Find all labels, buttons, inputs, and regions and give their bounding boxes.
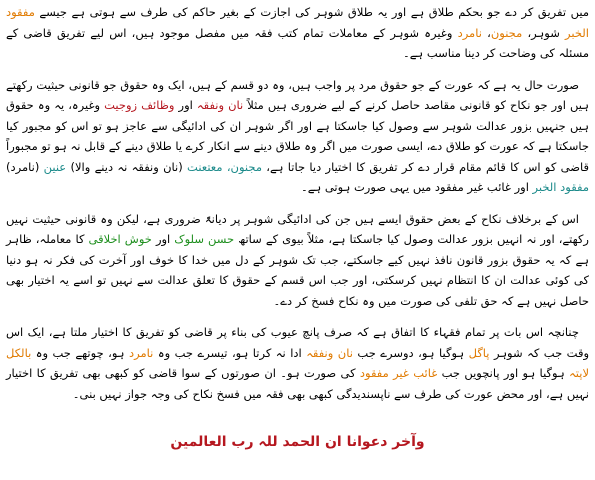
paragraph-text: ہوگیا ہو، دوسرے جب [352,345,469,360]
paragraph-text: چنانچہ اس بات پر تمام فقہاء کا اتفاق ہے کہ صرف پانچ عیوب کی بناء پر قاضی کو تفریق کا اختیار ملتا ہے، ایک اس وقت جب کہ شوہر [6,325,589,360]
paragraph-text: اور غائب غیر مفقود میں یہی صورت ہوتی ہے۔ [300,180,533,194]
highlighted-term: مفقود الخبر [6,5,589,40]
paragraph-text: کا معاملہ، ظاہر ہے کہ یہ حقوق بزور قانون نافذ نہیں کیے جاسکتے، جب تک شوہر کے دل میں خدا کا خوف اور آخرت کی فکر نہ ہو دنیا کی کوئی عدالت ان کا انتظام نہیں کرسکتی، اور جب اس قسم کے حقوق کا تعلق عدالت سے نہیں تو اسے یہ اختیار بھی حاصل نہیں ہے کہ حق تلفی کی صورت میں وہ نکاح فسخ کر دے۔ [6,232,589,308]
paragraph-4 [6,322,589,404]
paragraph-text: شوہر، [522,25,566,40]
highlighted-term: مفقود الخبر [532,180,589,194]
highlighted-term: عنین [43,159,67,174]
paragraph-text: کی صورت ہو۔ ان صورتوں کے سوا قاضی کو کبھی بھی تفریق کا اختیار نہیں ہے، اور محض عورت کی طرف سے ناپسندیدگی کبھی بھی فقہ میں فسخ نکاح کی وجہ جواز نہیں بنی۔ [6,366,589,401]
highlighted-term: غائب غیر مفقود [359,366,438,380]
document-body [6,2,589,415]
highlighted-term: بالکل لاپتہ [6,345,589,380]
paragraph-text: ہو، چوتھے جب وہ [31,345,130,360]
paragraph-text: صورت حال یہ ہے کہ عورت کے جو حقوق مرد پر واجب ہیں، وہ دو قسم کے ہیں، ایک وہ حقوق جو قانونی حیثیت رکھتے ہیں اور جو نکاح کو قانونی مقاصد حاصل کرنے کے لیے ضروری ہیں مثلاً [6,77,589,112]
paragraph-text: وغیرہ، یہ وہ حقوق ہیں جنہیں بزور عدالت شوہر سے وصول کیا جاسکتا ہے اور اگر شوہر ان کی ادائیگی سے عاجز ہو تو اس کو مجبور کیا جاسکتا ہے کہ عورت کو طلاق دے، ایسی صورت میں اگر وہ طلاق دینے سے انکار کرے یا طلاق دینے کے قابل نہ ہو تو مجبوراً قاضی کو اس کا قائم مقام قرار دے کر تفریق کا اختیار دیا جاتا ہے، [6,98,590,174]
highlighted-term: حسن سلوک [174,232,235,246]
paragraph-text: (نان ونفقہ نہ دینے والا) [66,159,188,174]
paragraph-2 [6,75,589,198]
highlighted-term: مجنون، معتعنت [187,159,262,174]
paragraph-text: میں تفریق کر دے جو بحکم طلاق ہے اور یہ طلاق شوہر کی اجازت کے بغیر حاکم کی طرف سے ہوتی ہے جیسے [34,5,589,19]
paragraph-3 [6,209,589,312]
paragraph-text: وغیرہ شوہر کے معاملات تمام کتب فقہ میں مفصل موجود ہیں، اس لیے تفریق قاضی کے مسئلہ کی وضاحت کر دینا مناسب ہے۔ [6,25,589,60]
paragraph-text: ہوگیا ہو اور پانچویں جب [437,366,570,380]
highlighted-term: پاگل [468,345,490,360]
paragraph-text: ادا نہ کرتا ہو، تیسرے جب وہ [153,345,307,360]
paragraph-text: اور [174,98,197,112]
paragraph-text: (نامرد) [6,159,44,174]
paragraph-text: ، [481,25,491,40]
paragraph-text: اس کے برخلاف نکاح کے بعض حقوق ایسے ہیں جن کی ادائیگی شوہر پر دیانۃً ضروری ہے، لیکن وہ قانونی حیثیت نہیں رکھتے، اور نہ انہیں بزور عدالت وصول کیا جاسکتا ہے، مثلاً بیوی کے ساتھ [6,211,589,246]
closing-prayer: وآخر دعوانا ان الحمد للہ رب العالمین [170,434,425,450]
highlighted-term: وظائف زوجیت [104,98,175,112]
highlighted-term: خوش اخلاقی [88,232,152,246]
highlighted-term: مجنون [490,25,523,40]
paragraph-1 [6,2,589,64]
highlighted-term: نان ونفقہ [196,98,244,112]
highlighted-term: نامرد [129,345,154,360]
highlighted-term: نان ونفقہ [306,345,353,360]
paragraph-text: اور [151,232,175,246]
highlighted-term: نامرد [457,25,482,40]
